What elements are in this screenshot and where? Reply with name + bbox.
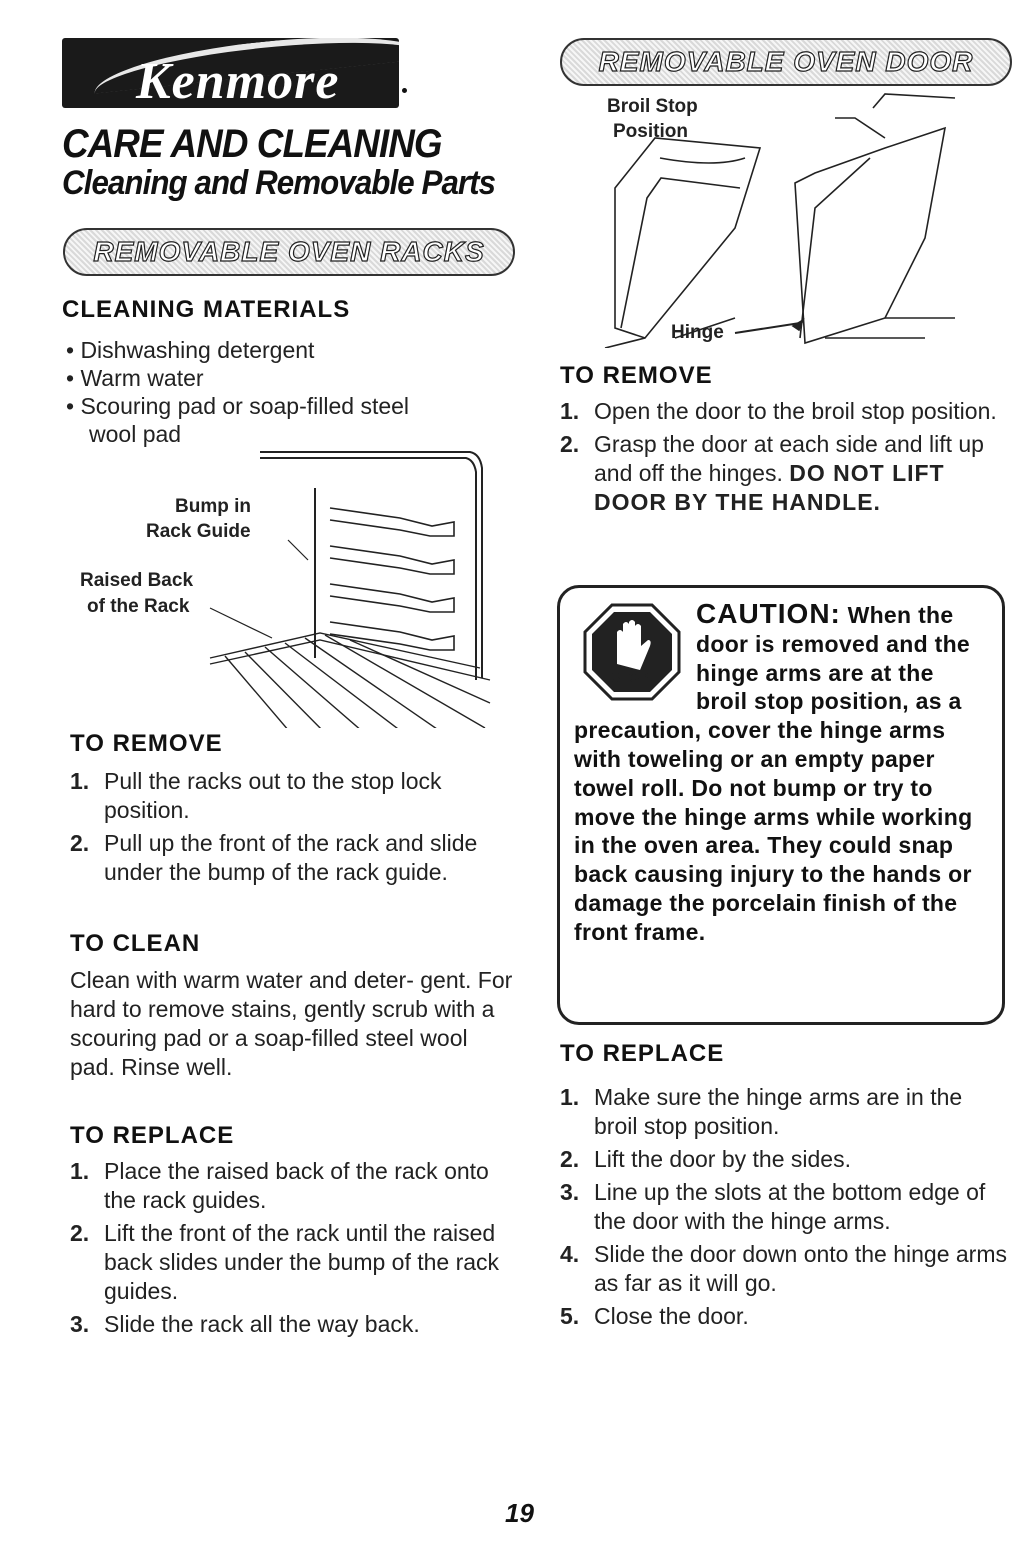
step-number: 3. (70, 1311, 90, 1337)
stop-hand-icon (582, 602, 682, 702)
door-remove-heading: TO REMOVE (560, 362, 713, 389)
materials-item: • Warm water (66, 365, 204, 391)
caution-box (557, 585, 1005, 1025)
racks-replace-heading: TO REPLACE (70, 1122, 235, 1149)
raised-label-2: of the Rack (87, 596, 190, 617)
list-item (70, 829, 510, 887)
door-replace-steps (560, 1083, 1008, 1335)
kenmore-logo (62, 38, 399, 108)
list-item (560, 397, 1000, 426)
racks-remove-heading: TO REMOVE (70, 730, 223, 757)
list-item (560, 1302, 1008, 1331)
rack-illustration (200, 448, 500, 728)
list-item (560, 430, 1000, 517)
bump-label-1: Bump in (175, 496, 251, 517)
step-text: Close the door. (594, 1303, 749, 1329)
list-item (70, 1157, 510, 1215)
step-text: Grasp the door at each side and lift up and off the hinges. (594, 431, 984, 486)
step-number: 2. (70, 1220, 90, 1246)
step-number: 1. (560, 398, 580, 424)
list-item (560, 1145, 1008, 1174)
racks-banner-text: REMOVABLE OVEN RACKS (93, 236, 485, 267)
step-text: Lift the door by the sides. (594, 1146, 851, 1172)
racks-clean-heading: TO CLEAN (70, 930, 201, 957)
door-remove-steps (560, 397, 1000, 521)
step-text: Slide the door down onto the hinge arms as far as it will go. (594, 1241, 1007, 1296)
door-replace-heading: TO REPLACE (560, 1040, 725, 1067)
broil-label-2: Position (613, 121, 688, 142)
step-text: Slide the rack all the way back. (104, 1311, 420, 1337)
step-text: Open the door to the broil stop position. (594, 398, 997, 424)
logo-wordmark: Kenmore (136, 53, 340, 108)
step-number: 2. (70, 830, 90, 856)
section-subtitle: Cleaning and Removable Parts (62, 164, 496, 202)
list-item (70, 1310, 510, 1339)
broil-label-1: Broil Stop (607, 96, 698, 117)
step-text: Make sure the hinge arms are in the broil stop position. (594, 1084, 963, 1139)
step-number: 2. (560, 1146, 580, 1172)
raised-label-1: Raised Back (80, 570, 194, 591)
list-item (560, 1240, 1008, 1298)
caution-heading: CAUTION: (696, 598, 841, 629)
step-number: 2. (560, 431, 580, 457)
materials-item: • Scouring pad or soap-filled steel (66, 393, 410, 419)
racks-clean-text: Clean with warm water and deter- gent. For hard to remove stains, gently scrub with a scouring pad or a soap-filled steel wool pad. Rinse well. (70, 967, 513, 1080)
list-item (560, 1178, 1008, 1236)
step-number: 3. (560, 1179, 580, 1205)
racks-banner (63, 228, 515, 276)
step-number: 1. (70, 768, 90, 794)
caution-text: When the door is removed and the hinge arms are at the broil stop position, as a precaution, cover the hinge arms with toweling or an empty paper towel roll. Do not bump or try to move the hinge arms while working in the oven area. They could snap back causing injury to the hands or damage the porcelain finish of the front frame. (574, 602, 973, 945)
step-text: Lift the front of the rack until the raised back slides under the bump of the rack guides. (104, 1220, 500, 1304)
step-text: Pull up the front of the rack and slide under the bump of the rack guide. (104, 830, 478, 885)
step-text: Place the raised back of the rack onto the rack guides. (104, 1158, 489, 1213)
section-title: CARE AND CLEANING (62, 122, 442, 166)
door-banner (560, 38, 1012, 86)
racks-remove-steps (70, 767, 510, 891)
materials-item: wool pad (89, 421, 182, 447)
list-item (560, 1083, 1008, 1141)
step-number: 4. (560, 1241, 580, 1267)
hinge-label: Hinge (671, 322, 724, 343)
materials-item: • Dishwashing detergent (66, 337, 315, 363)
list-item (70, 1219, 510, 1306)
step-text: Line up the slots at the bottom edge of the door with the hinge arms. (594, 1179, 986, 1234)
racks-replace-steps (70, 1157, 510, 1343)
step-warning-text: DO NOT LIFT DOOR BY THE HANDLE. (594, 460, 945, 515)
step-number: 5. (560, 1303, 580, 1329)
materials-heading: CLEANING MATERIALS (62, 296, 351, 323)
step-text: Pull the racks out to the stop lock position. (104, 768, 442, 823)
page-number: 19 (505, 1498, 534, 1528)
logo-registered-dot (402, 88, 407, 93)
list-item (70, 767, 510, 825)
bump-label-2: Rack Guide (146, 521, 251, 542)
step-number: 1. (560, 1084, 580, 1110)
step-number: 1. (70, 1158, 90, 1184)
stop-sign-text: STOP! (610, 669, 654, 685)
door-banner-text: REMOVABLE OVEN DOOR (598, 46, 974, 77)
